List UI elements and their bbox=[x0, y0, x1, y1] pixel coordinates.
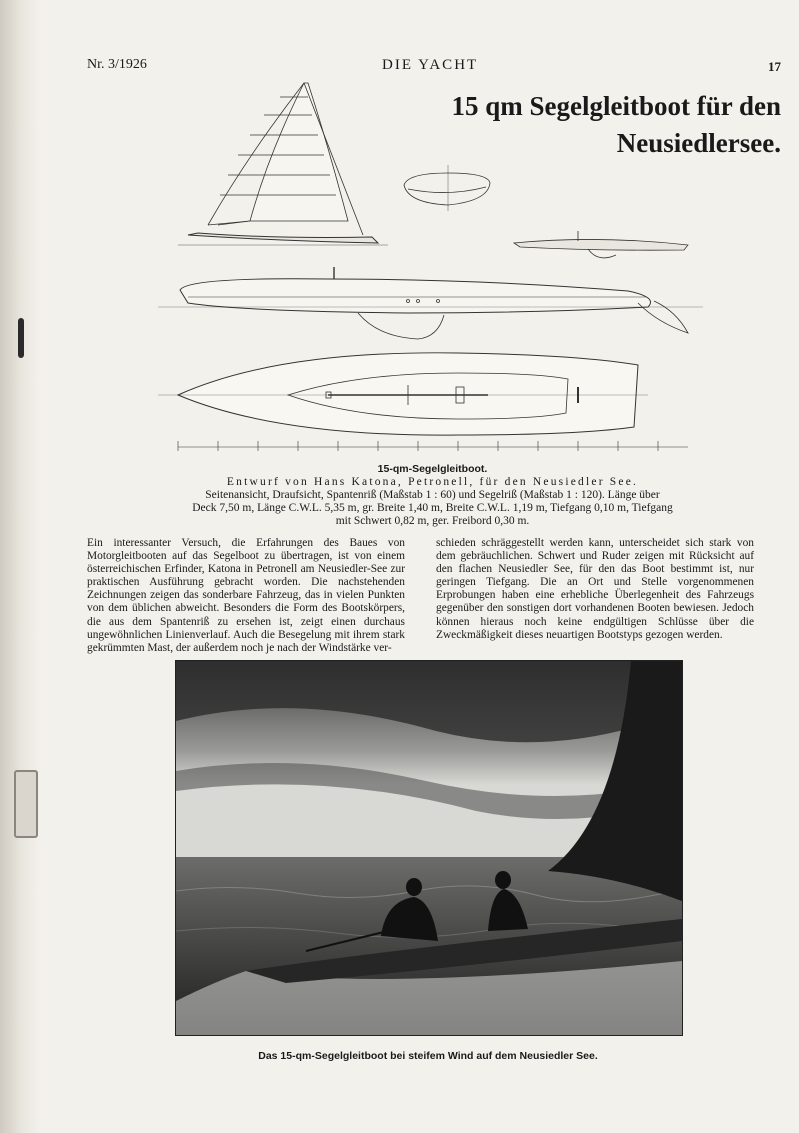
binding-clip bbox=[14, 770, 38, 838]
station-baseline bbox=[178, 441, 688, 451]
title-line-2: Neusiedlersee. bbox=[616, 128, 781, 158]
plan-view-drawing bbox=[158, 353, 648, 435]
drawing-caption bbox=[160, 463, 705, 528]
body-column-left bbox=[87, 537, 405, 655]
page-number: 17 bbox=[768, 59, 781, 74]
drawing-caption-line-3: Deck 7,50 m, Länge C.W.L. 5,35 m, gr. Breite 1,40 m, Breite C.W.L. 1,19 m, Tiefgang 0,10 m, Tiefgang bbox=[192, 502, 673, 514]
sailing-photo bbox=[175, 660, 683, 1036]
body-text-right: schieden schräggestellt werden kann, unterscheidet sich stark von dem gebräuchlichen. Schwert und Ruder zeigen mit Rücksicht auf den flachen Neusiedler See, für den das Boot bestimmt ist, nur geringen Tiefgang. Die an Ort und Stelle vorgenommenen Erprobungen haben eine erhebliche Überlegenheit des Fahrzeugs gegenüber den sonstigen dort vorhandenen Booten bewiesen. Jedoch können hieraus noch keine endgültigen Schlüsse über die Zweckmäßigkeit dieses neuartigen Bootstyps gezogen werden. bbox=[436, 537, 754, 641]
drawing-caption-line-2: Seitenansicht, Draufsicht, Spantenriß (Maßstab 1 : 60) und Segelriß (Maßstab 1 : 120). Länge über bbox=[205, 489, 660, 501]
technical-drawings bbox=[158, 75, 718, 460]
binding-mark bbox=[18, 318, 24, 358]
issue-number: Nr. 3/1926 bbox=[87, 57, 147, 72]
drawing-caption-line-4: mit Schwert 0,82 m, ger. Freibord 0,30 m. bbox=[335, 515, 530, 527]
magazine-name: DIE YACHT bbox=[382, 57, 479, 73]
drawing-caption-line-1: Entwurf von Hans Katona, Petronell, für den Neusiedler See. bbox=[226, 476, 639, 488]
drawing-caption-title: 15-qm-Segelgleitboot. bbox=[377, 463, 488, 475]
body-text-left: Ein interessanter Versuch, die Erfahrungen des Baues von Motorgleitbooten auf das Segelboot zu übertragen, ist von einem österreichischen Erfinder, Katona in Petronell am Neusiedler-See zur praktischen Ausführung gebracht worden. Die nachstehenden Zeichnungen zeigen das sonderbare Fahrzeug, das in vielen Punkten von dem üblichen abweicht. Besonders die Form des Bootskörpers, die aus dem Spantenriß zu ersehen ist, zeigt einen durchaus ungewöhnlichen Linienverlauf. Auch die Besegelung mit ihrem stark gekrümmten Mast, der außerdem noch je nach der Windstärke ver- bbox=[87, 537, 405, 654]
title-line-1: 15 qm Segelgleitboot für den bbox=[451, 91, 781, 121]
sail-plan-drawing bbox=[178, 83, 388, 245]
small-side-view-drawing bbox=[514, 231, 688, 258]
page-edge-shadow bbox=[0, 0, 40, 1133]
body-column-right bbox=[436, 537, 754, 642]
main-side-view-drawing bbox=[158, 267, 703, 339]
photo-caption: Das 15-qm-Segelgleitboot bei steifem Wind auf dem Neusiedler See. bbox=[258, 1050, 598, 1062]
frame-section-drawing bbox=[404, 165, 490, 211]
